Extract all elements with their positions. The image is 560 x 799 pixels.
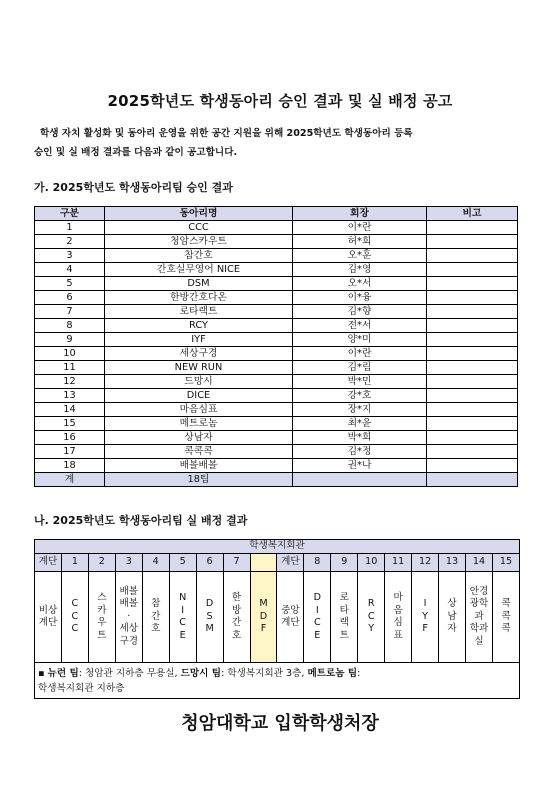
president: 장*지 xyxy=(293,403,427,417)
president: 양*미 xyxy=(293,333,427,347)
remarks xyxy=(427,305,518,319)
row-number: 6 xyxy=(35,291,105,305)
table-row xyxy=(35,417,518,431)
president: 김*영 xyxy=(293,263,427,277)
room-number-row xyxy=(35,554,520,572)
room-assignment-table xyxy=(34,539,520,699)
remarks xyxy=(427,333,518,347)
note-team-metronome: 메트로놈 팀 xyxy=(307,667,358,679)
club-name: 배볼배볼 xyxy=(105,459,293,473)
room-number-left-1: 1 xyxy=(61,554,88,572)
row-number: 4 xyxy=(35,263,105,277)
row-number: 9 xyxy=(35,333,105,347)
remarks xyxy=(427,221,518,235)
room-name-row xyxy=(35,572,520,663)
room-number-right-6: 13 xyxy=(439,554,466,572)
row-number: 15 xyxy=(35,417,105,431)
room-name-right-7 xyxy=(466,572,493,663)
total-label: 계 xyxy=(35,473,105,487)
room-number-right-4: 11 xyxy=(385,554,412,572)
room-number-left-0: 계단 xyxy=(35,554,62,572)
total-empty-cell xyxy=(293,473,427,487)
approval-table-header xyxy=(35,207,518,221)
remarks xyxy=(427,375,518,389)
club-name: DICE xyxy=(105,389,293,403)
footer-signature: 청암대학교 입학학생처장 xyxy=(181,713,379,734)
room-name-left-3 xyxy=(115,572,142,663)
room-number-left-6: 6 xyxy=(196,554,223,572)
room-number-right-1: 8 xyxy=(304,554,331,572)
room-name-left-text: M D F xyxy=(259,598,268,635)
table-row xyxy=(35,305,518,319)
room-name-left-2 xyxy=(88,572,115,663)
table-row xyxy=(35,221,518,235)
row-number: 5 xyxy=(35,277,105,291)
club-name: 한방간호다온 xyxy=(105,291,293,305)
table-row xyxy=(35,319,518,333)
header-president: 회장 xyxy=(293,207,427,221)
room-name-right-3 xyxy=(358,572,385,663)
room-number-right-8: 15 xyxy=(492,554,519,572)
president: 전*서 xyxy=(293,319,427,333)
president: 이*란 xyxy=(293,221,427,235)
room-number-right-5: 12 xyxy=(412,554,439,572)
table-row xyxy=(35,235,518,249)
room-name-left-text: 비상 계단 xyxy=(38,604,58,628)
remarks xyxy=(427,319,518,333)
row-number: 8 xyxy=(35,319,105,333)
row-number: 18 xyxy=(35,459,105,473)
intro-line-2: 승인 및 실 배정 결과를 다음과 같이 공고합니다. xyxy=(34,147,238,158)
remarks xyxy=(427,291,518,305)
table-row xyxy=(35,291,518,305)
remarks xyxy=(427,403,518,417)
total-value: 18팀 xyxy=(105,473,293,487)
president: 박*희 xyxy=(293,431,427,445)
table-row xyxy=(35,333,518,347)
room-name-left-text: N I C E xyxy=(179,592,187,641)
club-name: 간호실무영어 NICE xyxy=(105,263,293,277)
room-name-right-text: 마 음 심 표 xyxy=(393,592,403,641)
note-bullet: ▪ xyxy=(38,667,45,679)
table-row xyxy=(35,347,518,361)
room-name-left-text: 한 방 간 호 xyxy=(231,592,242,641)
room-name-right-text: D I C E xyxy=(313,592,322,641)
remarks xyxy=(427,361,518,375)
note-cell xyxy=(35,663,520,699)
note-text-neuron: : 청암관 지하층 무용실, xyxy=(78,667,178,679)
room-number-left-3: 3 xyxy=(115,554,142,572)
table-row xyxy=(35,459,518,473)
row-number: 1 xyxy=(35,221,105,235)
remarks xyxy=(427,417,518,431)
president: 이*란 xyxy=(293,347,427,361)
club-name: NEW RUN xyxy=(105,361,293,375)
row-number: 13 xyxy=(35,389,105,403)
row-number: 11 xyxy=(35,361,105,375)
note-text-demangsi: : 학생복지회관 3층, xyxy=(221,667,305,679)
header-remarks: 비고 xyxy=(427,207,518,221)
club-name: CCC xyxy=(105,221,293,235)
approval-table-total-row xyxy=(35,473,518,487)
room-number-left-2: 2 xyxy=(88,554,115,572)
room-name-right-text: 중앙 계단 xyxy=(281,604,300,628)
president: 허*희 xyxy=(293,235,427,249)
table-row xyxy=(35,445,518,459)
table-row xyxy=(35,389,518,403)
president: 오*서 xyxy=(293,277,427,291)
club-name: 드망시 xyxy=(105,375,293,389)
table-row xyxy=(35,277,518,291)
room-name-left-text: 스 카 우 트 xyxy=(97,592,107,641)
room-name-left-4 xyxy=(142,572,169,663)
row-number: 12 xyxy=(35,375,105,389)
president: 김*향 xyxy=(293,305,427,319)
intro-paragraph xyxy=(34,124,534,162)
remarks xyxy=(427,235,518,249)
room-name-right-text: 콕 콕 콕 xyxy=(501,598,511,635)
room-number-right-7: 14 xyxy=(466,554,493,572)
building-name: 학생복지회관 xyxy=(35,540,520,554)
remarks xyxy=(427,347,518,361)
room-name-left-5 xyxy=(169,572,196,663)
page-title: 2025학년도 학생동아리 승인 결과 및 실 배정 공고 xyxy=(107,92,453,110)
remarks xyxy=(427,263,518,277)
remarks xyxy=(427,445,518,459)
club-name: 청암스카우트 xyxy=(105,235,293,249)
header-club-name: 동아리명 xyxy=(105,207,293,221)
club-name: 로타랙트 xyxy=(105,305,293,319)
room-number-left-7: 7 xyxy=(223,554,250,572)
room-number-right-3: 10 xyxy=(358,554,385,572)
club-name: 상남자 xyxy=(105,431,293,445)
room-name-left-text: C C C xyxy=(71,598,79,635)
table-row xyxy=(35,249,518,263)
room-name-right-text: 로 타 랙 트 xyxy=(339,592,349,641)
president: 권*나 xyxy=(293,459,427,473)
room-name-left-text: 배볼 배볼 · 세상 구경 xyxy=(119,585,139,647)
remarks xyxy=(427,249,518,263)
room-number-left-8 xyxy=(250,554,277,572)
room-name-right-6 xyxy=(439,572,466,663)
row-number: 17 xyxy=(35,445,105,459)
room-name-left-text: D S M xyxy=(205,598,214,635)
president: 김*정 xyxy=(293,445,427,459)
room-name-right-0 xyxy=(277,572,304,663)
club-name: 마음심표 xyxy=(105,403,293,417)
remarks xyxy=(427,389,518,403)
president: 강*호 xyxy=(293,389,427,403)
note-row xyxy=(35,663,520,699)
row-number: 7 xyxy=(35,305,105,319)
room-name-left-0 xyxy=(35,572,62,663)
approval-table-body xyxy=(35,221,518,473)
room-name-left-6 xyxy=(196,572,223,663)
club-name: 콕콕콕 xyxy=(105,445,293,459)
room-name-left-8 xyxy=(250,572,277,663)
room-name-right-text: 안경 광학 과 학과 실 xyxy=(469,585,489,647)
club-name: 참간호 xyxy=(105,249,293,263)
note-team-neuron: 뉴런 팀 xyxy=(47,667,79,679)
note-team-demangsi: 드망시 팀 xyxy=(180,667,222,679)
president: 최*윤 xyxy=(293,417,427,431)
remarks xyxy=(427,431,518,445)
row-number: 10 xyxy=(35,347,105,361)
room-name-left-1 xyxy=(61,572,88,663)
table-row xyxy=(35,431,518,445)
room-number-right-0: 계단 xyxy=(277,554,304,572)
note-text-location: 학생복지회관 지하층 xyxy=(38,682,125,694)
intro-line-1: 학생 자치 활성화 및 동아리 운영을 위한 공간 지원을 위해 2025학년도 학생동아리 등록 xyxy=(40,128,413,139)
club-name: DSM xyxy=(105,277,293,291)
club-name: RCY xyxy=(105,319,293,333)
table-row xyxy=(35,361,518,375)
total-empty-cell xyxy=(427,473,518,487)
room-number-left-4: 4 xyxy=(142,554,169,572)
room-name-right-text: R C Y xyxy=(367,598,375,635)
club-name: IYF xyxy=(105,333,293,347)
president: 김*림 xyxy=(293,361,427,375)
room-number-right-2: 9 xyxy=(331,554,358,572)
row-number: 16 xyxy=(35,431,105,445)
building-row xyxy=(35,540,520,554)
remarks xyxy=(427,277,518,291)
room-name-left-text: 참 간 호 xyxy=(151,598,161,635)
remarks xyxy=(427,459,518,473)
room-name-right-8 xyxy=(492,572,519,663)
room-name-right-4 xyxy=(385,572,412,663)
club-name: 메트로놈 xyxy=(105,417,293,431)
table-row xyxy=(35,403,518,417)
section-heading-room-assignment: 나. 2025학년도 학생동아리팀 실 배정 결과 xyxy=(34,514,248,527)
row-number: 2 xyxy=(35,235,105,249)
president: 오*훈 xyxy=(293,249,427,263)
approval-table xyxy=(34,206,518,487)
row-number: 3 xyxy=(35,249,105,263)
room-name-right-5 xyxy=(412,572,439,663)
room-number-left-5: 5 xyxy=(169,554,196,572)
row-number: 14 xyxy=(35,403,105,417)
room-name-right-text: I Y F xyxy=(422,598,429,635)
table-row xyxy=(35,375,518,389)
president: 이*융 xyxy=(293,291,427,305)
room-name-right-1 xyxy=(304,572,331,663)
president: 박*민 xyxy=(293,375,427,389)
section-heading-approval: 가. 2025학년도 학생동아리팀 승인 결과 xyxy=(34,181,233,194)
room-name-left-7 xyxy=(223,572,250,663)
header-division: 구분 xyxy=(35,207,105,221)
room-name-right-2 xyxy=(331,572,358,663)
club-name: 세상구경 xyxy=(105,347,293,361)
note-text-metronome: : xyxy=(357,667,361,679)
room-name-right-text: 상 남 자 xyxy=(447,598,457,635)
table-row xyxy=(35,263,518,277)
